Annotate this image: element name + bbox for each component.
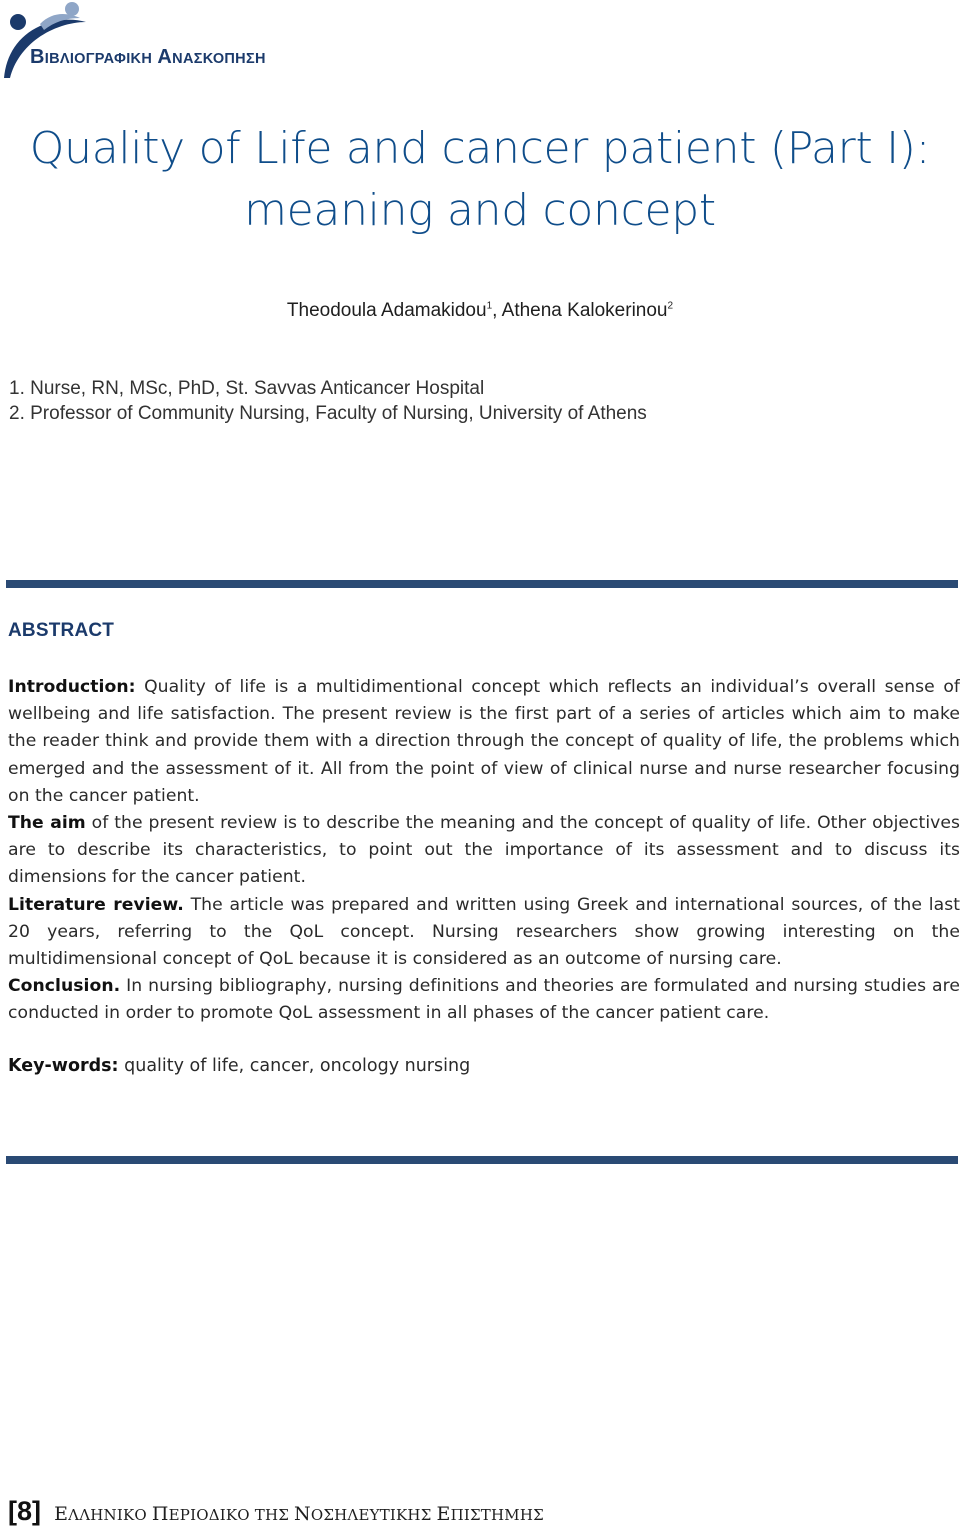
keywords: Key-words: quality of life, cancer, oncology nursing: [8, 1056, 471, 1076]
abstract-introduction: Introduction: Quality of life is a multidimentional concept which reflects an individual’s overall sense of wellbeing and life satisfaction. The present review is the first part of a series of articles which aim to make the reader think and provide them with a direction through the concept of quality of life, the problems which emerged and the assessment of it. All from the point of view of clinical nurse and nurse researcher focusing on the cancer patient.: [8, 677, 960, 806]
logo-head-light: [65, 2, 79, 16]
abstract-aim: The aim of the present review is to describe the meaning and the concept of quality of life. Other objectives are to describe its characteristics, to point out the importance of its assessment and to discuss its dimensions for the cancer patient.: [8, 813, 960, 888]
abstract-conclusion: Conclusion. In nursing bibliography, nursing definitions and theories are formulated and nursing studies are conducted in order to promote QoL assessment in all phases of the cancer patient care.: [8, 976, 960, 1024]
page-footer: [8, 1496, 544, 1527]
author-1-affil: 1: [486, 300, 493, 312]
author-2-affil: 2: [667, 300, 674, 312]
title-line-2: meaning and concept: [244, 185, 716, 236]
title-line-1: Quality of Life and cancer patient (Part I):: [29, 123, 931, 174]
page-number: [8]: [8, 1496, 41, 1526]
abstract-literature-review: Literature review. The article was prepared and written using Greek and international sources, of the last 20 years, referring to the QoL concept. Nursing researchers show growing interesting on the multidimensional concept of QoL because it is considered as an outcome of nursing care.: [8, 894, 960, 970]
affiliation-2: 2. Professor of Community Nursing, Faculty of Nursing, University of Athens: [9, 403, 647, 424]
section-label: ΒΙΒΛΙΟΓΡΑΦΙΚΗ ΑΝΑΣΚΟΠΗΣΗ: [30, 46, 266, 68]
affiliations: [9, 376, 647, 426]
author-2: Athena Kalokerinou: [501, 300, 668, 321]
journal-name: ΕΛΛΗΝΙΚΟ ΠΕΡΙΟΔΙΚΟ ΤΗΣ ΝΟΣΗΛΕΥΤΙΚΗΣ ΕΠΙΣΤΗΜΗΣ: [54, 1503, 544, 1525]
divider-bottom: [6, 1156, 958, 1164]
author-1: Theodoula Adamakidou: [286, 300, 487, 321]
abstract-body: [8, 674, 960, 1028]
divider-top: [6, 580, 958, 588]
article-title: [0, 118, 960, 242]
affiliation-1: 1. Nurse, RN, MSc, PhD, St. Savvas Anticancer Hospital: [9, 378, 485, 399]
logo-head-dark: [10, 14, 26, 30]
author-list: Theodoula Adamakidou$^1$, Athena Kalokerinou$^2$: [286, 300, 674, 321]
abstract-heading: ABSTRACT: [8, 620, 115, 641]
